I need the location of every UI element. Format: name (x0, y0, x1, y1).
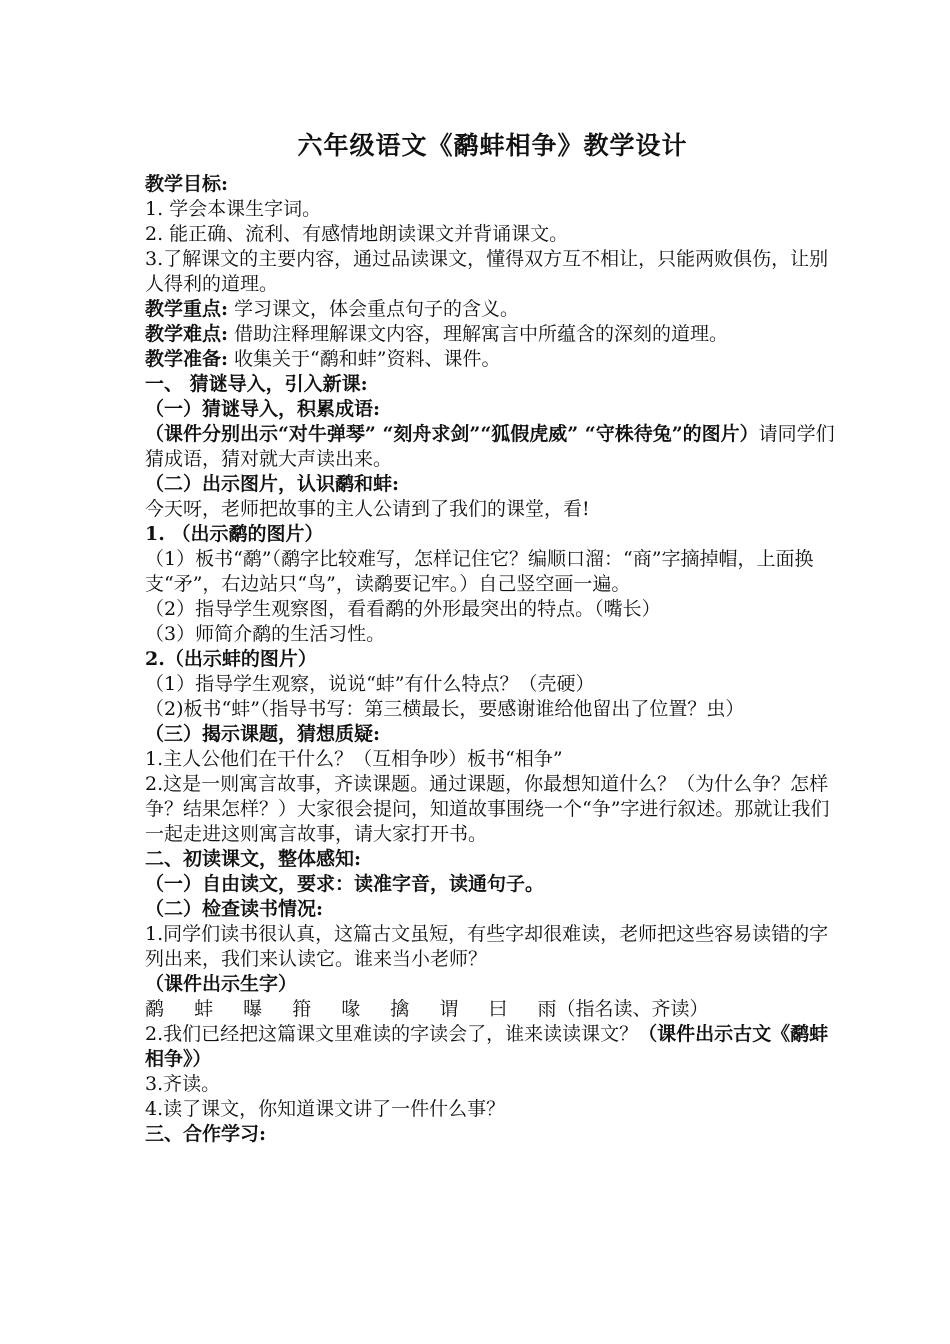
item2-step1: （1）指导学生观察，说说“蚌”有什么特点？（壳硬） (145, 673, 595, 695)
focus-label: 教学重点: (145, 298, 229, 320)
focus-line (145, 297, 840, 322)
item2-heading: 2.（出示蚌的图片） (145, 648, 317, 670)
new-character: 鹬 (145, 998, 165, 1020)
new-character: 曝 (243, 998, 263, 1020)
goal-item-1: 1. 学会本课生字词。 (145, 198, 322, 220)
part2-section1-heading: （一）自由读文，要求：读准字音，读通句子。 (145, 873, 545, 895)
new-character: 蚌 (194, 998, 214, 1020)
courseware-idioms: （课件分别出示“对牛弹琴” “刻舟求剑”“狐假虎威” “守株待兔”的图片） (145, 423, 759, 445)
item2-step2: （2)板书“蚌”（指导书写：第三横最长，要感谢谁给他留出了位置？虫） (145, 698, 745, 720)
chars-note: （指名读、齐读） (556, 998, 709, 1020)
goal-item-2: 2. 能正确、流利、有感情地朗读课文并背诵课文。 (145, 223, 569, 245)
part1-section3-item1: 1.主人公他们在干什么？（互相争吵）板书“相争” (145, 748, 563, 770)
prep-label: 教学准备: (145, 348, 229, 370)
part2-section2-item2 (145, 1022, 840, 1072)
goal-item-3: 3.了解课文的主要内容，通过品读课文，懂得双方互不相让，只能两败俱伤，让别人得利的道理。 (145, 248, 829, 295)
courseware-classical-text: （课件出示古文《鹬蚌相争》） (145, 1023, 829, 1070)
part1-section3-item2: 2.这是一则寓言故事，齐读课题。通过课题，你最想知道什么？（为什么争？怎样争？结果怎样？）大家很会提问，知道故事围绕一个“争”字进行叙述。那就让我们一起走进这则寓言故事，请大家打开书。 (145, 773, 830, 845)
new-character: 箝 (292, 998, 312, 1020)
item1-step2: （2）指导学生观察图，看看鹬的外形最突出的特点。（嘴长） (145, 598, 661, 620)
part3-heading: 三、合作学习: (145, 1123, 267, 1145)
item1-step3: （3）师简介鹬的生活习性。 (145, 623, 386, 645)
new-character: 雨 (537, 998, 557, 1020)
new-character: 曰 (488, 998, 508, 1020)
courseware-new-characters: （课件出示生字） (145, 973, 298, 995)
part2-heading: 二、初读课文，整体感知: (145, 848, 362, 870)
item1-heading: 1. （出示鹬的图片） (145, 523, 324, 545)
new-characters-row (145, 997, 840, 1022)
part1-section2-text: 今天呀，老师把故事的主人公请到了我们的课堂，看! (145, 498, 590, 520)
part2-section2-heading: （二）检查读书情况: (145, 898, 324, 920)
difficulty-label: 教学难点: (145, 323, 229, 345)
new-character: 擒 (390, 998, 410, 1020)
part1-heading: 一、 猜谜导入，引入新课: (145, 373, 368, 395)
read-text-prompt: 2.我们已经把这篇课文里难读的字读会了，谁来读读课文？ (145, 1023, 639, 1045)
part2-section2-item3: 3.齐读。 (145, 1073, 221, 1095)
focus-text: 学习课文，体会重点句子的含义。 (228, 298, 520, 320)
part1-section1-heading: （一）猜谜导入，积累成语: (145, 398, 381, 420)
new-character: 谓 (439, 998, 459, 1020)
prep-text: 收集关于“鹬和蚌”资料、课件。 (228, 348, 501, 370)
part1-section3-heading: （三）揭示课题，猜想质疑: (145, 723, 381, 745)
new-character: 喙 (341, 998, 361, 1020)
guess-idiom-text: 请同学们猜成语，猜对就大声读出来。 (145, 423, 835, 470)
prep-line (145, 347, 840, 372)
difficulty-text: 借助注释理解课文内容，理解寓言中所蕴含的深刻的道理。 (228, 323, 729, 345)
part2-section2-item4: 4.读了课文，你知道课文讲了一件什么事？ (145, 1098, 506, 1120)
difficulty-line (145, 322, 840, 347)
part2-section2-item1: 1.同学们读书很认真，这篇古文虽短，有些字却很难读，老师把这些容易读错的字列出来，我们来认读它。谁来当小老师？ (145, 923, 829, 970)
part1-section2-heading: （二）出示图片，认识鹬和蚌: (145, 473, 400, 495)
document-title: 六年级语文《鹬蚌相争》教学设计 (297, 131, 688, 160)
part1-section1-body (145, 422, 840, 472)
item1-step1: （1）板书“鹬”（鹬字比较难写，怎样记住它？编顺口溜：“商”字摘掉帽，上面换支“矛”，右边站只“鸟”，读鹬要记牢。）自己竖空画一遍。 (145, 548, 814, 595)
goals-heading: 教学目标: (145, 173, 229, 195)
